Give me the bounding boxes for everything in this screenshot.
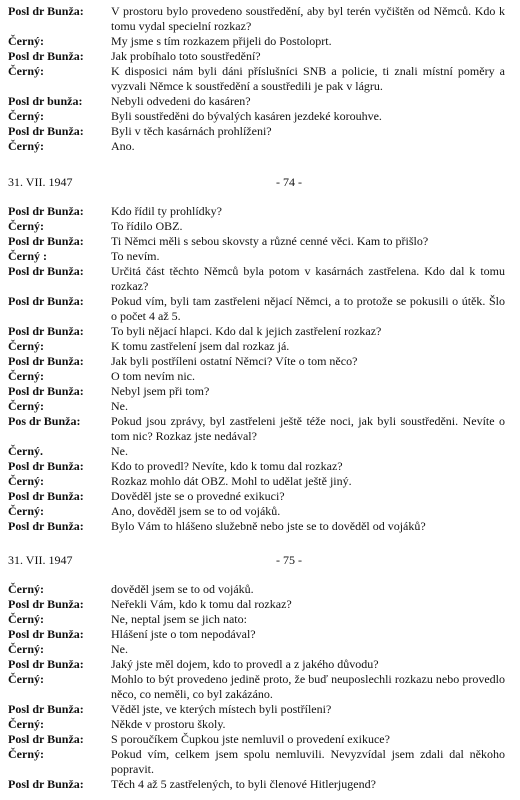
transcript-row xyxy=(0,354,520,369)
speech-text: O tom nevím nic. xyxy=(111,369,195,383)
transcript-row xyxy=(0,642,520,657)
page-number: - 75 - xyxy=(276,553,302,567)
transcript-row xyxy=(0,49,520,64)
speaker-label: Posl dr Bunža: xyxy=(8,354,84,368)
speech-text: Věděl jste, ve kterých místech byli postříleni? xyxy=(111,702,332,716)
speech-text: S poroučíkem Čupkou jste nemluvil o provedení exikuce? xyxy=(111,732,390,746)
speech-text: Jaký jste měl dojem, kdo to provedl a z jakého důvodu? xyxy=(111,657,379,671)
page-header-75 xyxy=(8,553,512,568)
speech-text: Ne. xyxy=(111,444,128,458)
transcript-row xyxy=(0,124,520,139)
page-header-74 xyxy=(8,175,512,190)
speaker-label: Černý: xyxy=(8,642,44,656)
speaker-label: Černý: xyxy=(8,747,44,761)
speaker-label: Černý: xyxy=(8,34,44,48)
speech-text: Ano, dověděl jsem se to od vojáků. xyxy=(111,504,281,518)
speaker-label: Černý: xyxy=(8,64,44,78)
speech-text: K tomu zastřelení jsem dal rozkaz já. xyxy=(111,339,290,353)
speaker-label: Posl dr Bunža: xyxy=(8,4,84,18)
speech-text: Byli soustředěni do bývalých kasáren jezdeké korouhve. xyxy=(111,109,382,123)
speaker-label: Posl dr Bunža: xyxy=(8,657,84,671)
speech-text: Těch 4 až 5 zastřelených, to byli členové Hitlerjugend? xyxy=(111,777,376,791)
speaker-label: Posl dr Bunža: xyxy=(8,294,84,308)
speaker-label: Černý: xyxy=(8,139,44,153)
speech-text: Pokud vím, byli tam zastřeleni nějací Němci, a to protože se pokusili o útěk. Šlo o počet 4 až 5. xyxy=(111,294,505,323)
transcript-row xyxy=(0,369,520,384)
page-number: - 74 - xyxy=(276,175,302,189)
transcript-row xyxy=(0,474,520,489)
speech-text: My jsme s tím rozkazem přijeli do Postoloprt. xyxy=(111,34,332,48)
speech-text: Ano. xyxy=(111,139,135,153)
transcript-row xyxy=(0,64,520,94)
transcript-row xyxy=(0,139,520,154)
speech-text: To řídilo OBZ. xyxy=(111,219,183,233)
speech-text: To nevím. xyxy=(111,249,160,263)
speech-text: Někde v prostoru školy. xyxy=(111,717,226,731)
speaker-label: Černý: xyxy=(8,612,44,626)
speech-text: Byli v těch kasárnách prohlíženi? xyxy=(111,124,272,138)
speech-text: To byli nějací hlapci. Kdo dal k jejich zastřelení rozkaz? xyxy=(111,324,382,338)
speech-text: Jak byli postříleni ostatní Němci? Víte o tom něco? xyxy=(111,354,358,368)
speaker-label: Černý: xyxy=(8,582,44,596)
transcript-row xyxy=(0,339,520,354)
speaker-label: Posl dr Bunža: xyxy=(8,459,84,473)
transcript-section-2 xyxy=(0,204,520,534)
transcript-row xyxy=(0,597,520,612)
transcript-row xyxy=(0,294,520,324)
speaker-label: Posl dr Bunža: xyxy=(8,49,84,63)
transcript-row xyxy=(0,94,520,109)
speech-text: Určitá část těchto Němců byla potom v kasárnách zastřelena. Kdo dal k tomu rozkaz? xyxy=(111,264,505,293)
speech-text: dověděl jsem se to od vojáků. xyxy=(111,582,254,596)
speech-text: Ne, neptal jsem se jich nato: xyxy=(111,612,247,626)
speech-text: Nebyl jsem při tom? xyxy=(111,384,210,398)
speech-text: Ti Němci měli s sebou skovsty a různé cenné věci. Kam to přišlo? xyxy=(111,234,429,248)
speaker-label: Posl dr Bunža: xyxy=(8,234,84,248)
speech-text: Hlášení jste o tom nepodával? xyxy=(111,627,256,641)
speaker-label: Posl dr Bunža: xyxy=(8,204,84,218)
speaker-label: Posl dr Bunža: xyxy=(8,777,84,791)
speaker-label: Posl dr Bunža: xyxy=(8,384,84,398)
speech-text: Neřekli Vám, kdo k tomu dal rozkaz? xyxy=(111,597,292,611)
page-date: 31. VII. 1947 xyxy=(8,175,73,189)
transcript-row xyxy=(0,4,520,34)
transcript-row xyxy=(0,234,520,249)
speaker-label: Černý: xyxy=(8,369,44,383)
speaker-label: Černý : xyxy=(8,249,47,263)
transcript-row xyxy=(0,264,520,294)
transcript-row xyxy=(0,459,520,474)
speech-text: Ne. xyxy=(111,399,128,413)
speech-text: Ne. xyxy=(111,642,128,656)
speaker-label: Černý: xyxy=(8,399,44,413)
transcript-row xyxy=(0,672,520,702)
speaker-label: Posl dr Bunža: xyxy=(8,702,84,716)
speaker-label: Černý: xyxy=(8,474,44,488)
transcript-row xyxy=(0,219,520,234)
speech-text: Kdo to provedl? Nevíte, kdo k tomu dal rozkaz? xyxy=(111,459,343,473)
speech-text: Kdo řídil ty prohlídky? xyxy=(111,204,222,218)
transcript-row xyxy=(0,384,520,399)
transcript-row xyxy=(0,249,520,264)
page-date: 31. VII. 1947 xyxy=(8,553,73,567)
transcript-section-1 xyxy=(0,4,520,154)
speech-text: Dověděl jste se o provedné exikuci? xyxy=(111,489,285,503)
speech-text: Pokud vím, celkem jsem spolu nemluvili. Nevyzvídal jsem zdali dal někoho popravit. xyxy=(111,747,505,776)
speaker-label: Posl dr Bunža: xyxy=(8,324,84,338)
speaker-label: Posl dr bunža: xyxy=(8,94,83,108)
transcript-row xyxy=(0,324,520,339)
speaker-label: Posl dr Bunža: xyxy=(8,264,84,278)
transcript-row xyxy=(0,612,520,627)
transcript-row xyxy=(0,489,520,504)
speaker-label: Posl dr Bunža: xyxy=(8,627,84,641)
speaker-label: Pos dr Bunža: xyxy=(8,414,81,428)
transcript-section-3 xyxy=(0,582,520,792)
speech-text: Jak probíhalo toto soustředění? xyxy=(111,49,261,63)
speaker-label: Černý: xyxy=(8,504,44,518)
transcript-row xyxy=(0,109,520,124)
speaker-label: Černý: xyxy=(8,672,44,686)
speech-text: Mohlo to být provedeno jedině proto, že buď neuposlechli rozkazu nebo provedlo něco, co neměli, co byl zakázáno. xyxy=(111,672,505,701)
speaker-label: Posl dr Bunža: xyxy=(8,732,84,746)
transcript-row xyxy=(0,504,520,519)
speech-text: Pokud jsou zprávy, byl zastřeleni ještě téže noci, jak byli soustředěni. Nevíte o tom nic? Rozkaz jste nedával? xyxy=(111,414,505,443)
speech-text: Rozkaz mohlo dát OBZ. Mohl to udělat ještě jiný. xyxy=(111,474,352,488)
speaker-label: Posl dr Bunža: xyxy=(8,489,84,503)
transcript-row xyxy=(0,582,520,597)
transcript-row xyxy=(0,519,520,534)
speaker-label: Posl dr Bunža: xyxy=(8,519,84,533)
speaker-label: Černý: xyxy=(8,717,44,731)
speech-text: K disposici nám byli dáni příslušníci SNB a policie, ti znali místní poměry a vyzvali Němce k soustředění a soustředili je pak v lágru. xyxy=(111,64,505,93)
speaker-label: Černý: xyxy=(8,219,44,233)
transcript-row xyxy=(0,204,520,219)
transcript-row xyxy=(0,399,520,414)
speech-text: V prostoru bylo provedeno soustředění, aby byl terén vyčištěn od Němců. Kdo k tomu vydal specielní rozkaz? xyxy=(111,4,505,33)
speaker-label: Černý: xyxy=(8,109,44,123)
speaker-label: Posl dr Bunža: xyxy=(8,597,84,611)
speaker-label: Černý. xyxy=(8,444,43,458)
transcript-row xyxy=(0,732,520,747)
speaker-label: Posl dr Bunža: xyxy=(8,124,84,138)
transcript-row xyxy=(0,657,520,672)
transcript-row xyxy=(0,747,520,777)
transcript-row xyxy=(0,627,520,642)
transcript-row xyxy=(0,34,520,49)
transcript-row xyxy=(0,717,520,732)
transcript-row xyxy=(0,414,520,444)
speech-text: Bylo Vám to hlášeno služebně nebo jste se to dověděl od vojáků? xyxy=(111,519,426,533)
transcript-row xyxy=(0,444,520,459)
transcript-row xyxy=(0,702,520,717)
speaker-label: Černý: xyxy=(8,339,44,353)
speech-text: Nebyli odvedeni do kasáren? xyxy=(111,94,251,108)
transcript-row xyxy=(0,777,520,792)
